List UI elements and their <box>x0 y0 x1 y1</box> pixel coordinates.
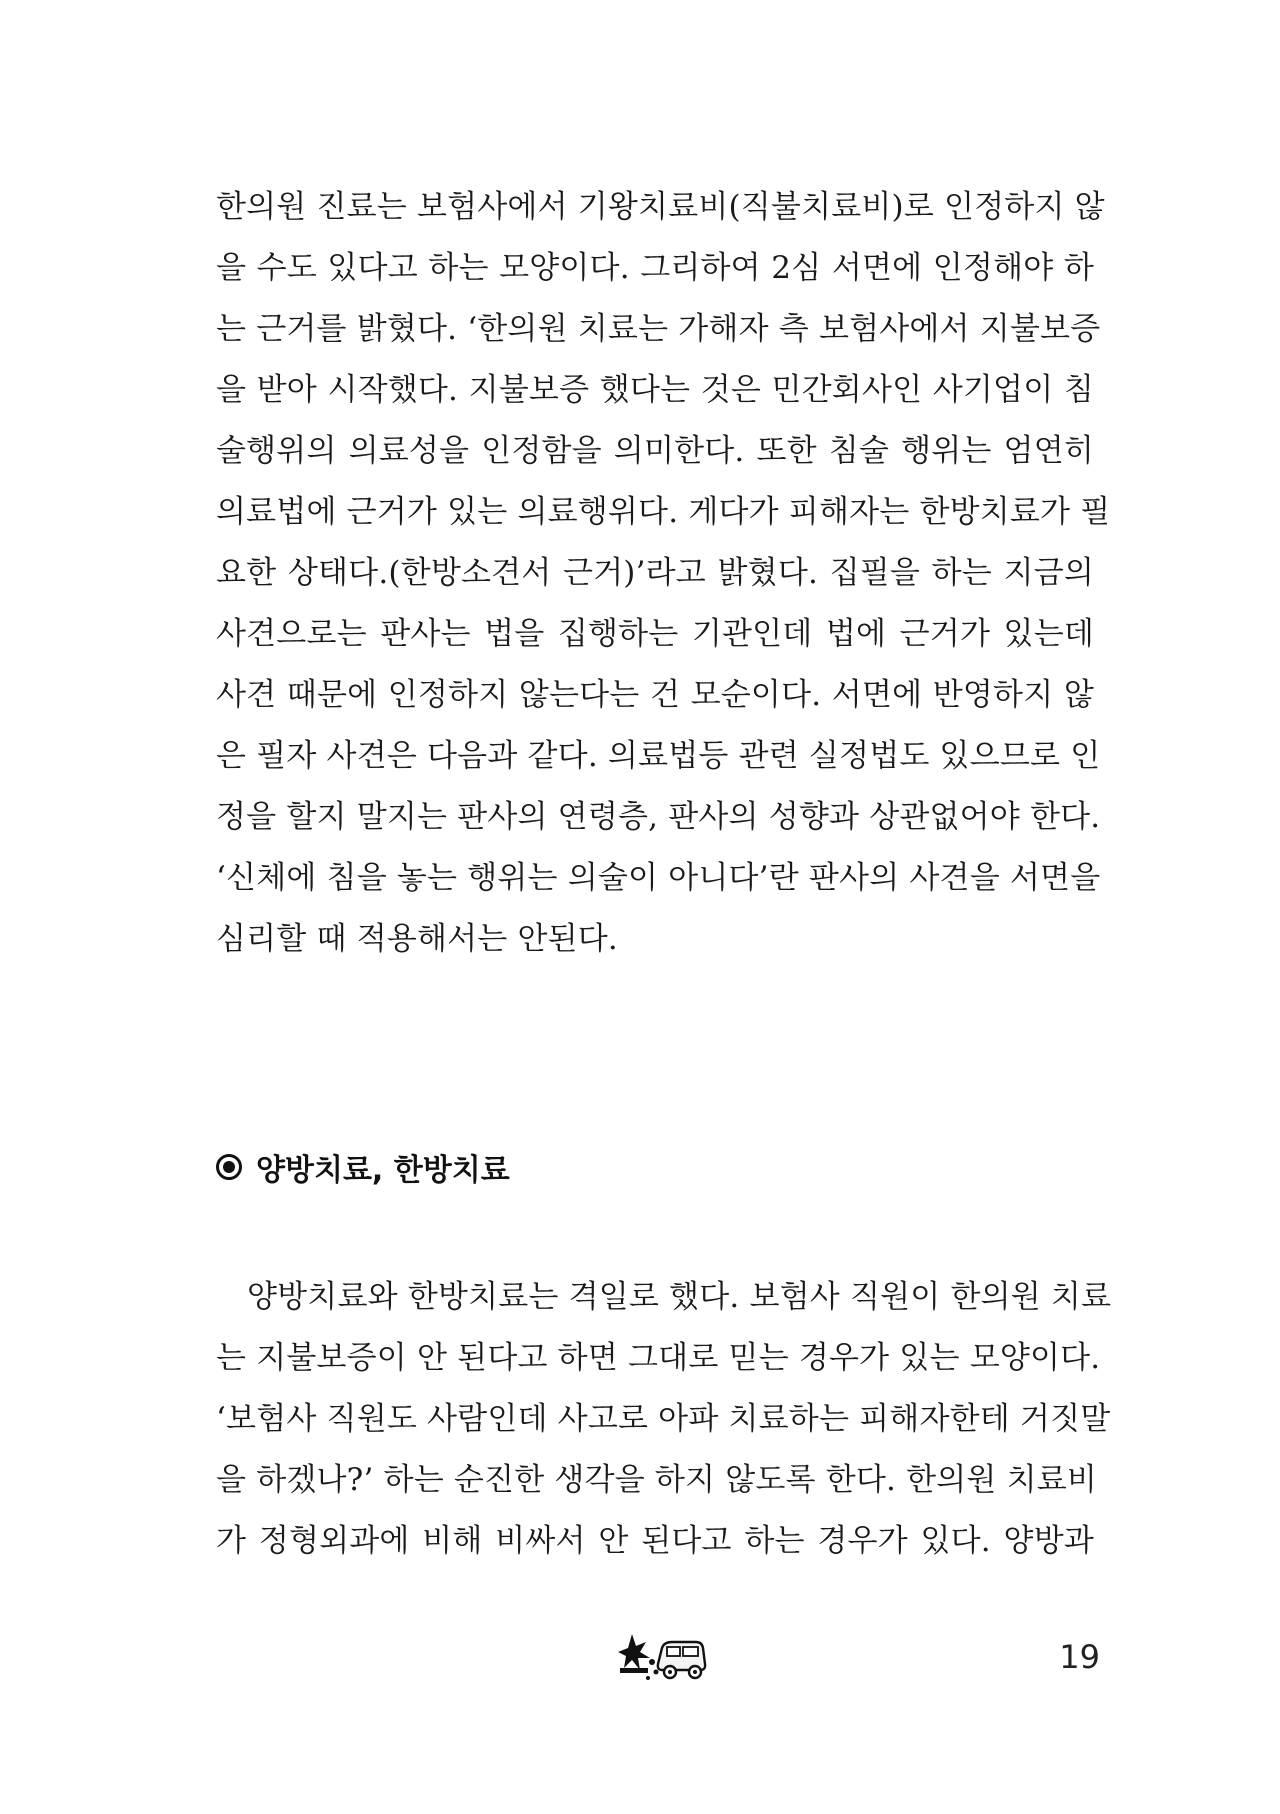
text-line: ‘보험사 직원도 사람인데 사고로 아파 치료하는 피해자한테 거짓말 <box>216 1401 1111 1437</box>
text-line: 한의원 진료는 보험사에서 기왕치료비(직불치료비)로 인정하지 않 <box>216 189 1105 225</box>
text-line: 사견 때문에 인정하지 않는다는 건 모순이다. 서면에 반영하지 않 <box>216 677 1094 713</box>
circled-dot-icon <box>216 1154 242 1180</box>
section-heading <box>216 1142 510 1192</box>
text-line: 의료법에 근거가 있는 의료행위다. 게다가 피해자는 한방치료가 필 <box>216 494 1111 530</box>
text-line: 을 하겠나?’ 하는 순진한 생각을 하지 않도록 한다. 한의원 치료비 <box>216 1462 1098 1498</box>
text-line: 사견으로는 판사는 법을 집행하는 기관인데 법에 근거가 있는데 <box>216 616 1094 652</box>
paragraph-1 <box>216 177 1111 970</box>
page-number: 19 <box>1059 1638 1100 1676</box>
text-line: 정을 할지 말지는 판사의 연령층, 판사의 성향과 상관없어야 한다. <box>216 799 1101 835</box>
text-line: 심리할 때 적용해서는 안된다. <box>216 921 618 957</box>
text-line: 을 수도 있다고 하는 모양이다. 그리하여 2심 서면에 인정해야 하 <box>216 250 1094 286</box>
text-line: ‘신체에 침을 놓는 행위는 의술이 아니다’란 판사의 사견을 서면을 <box>216 860 1101 896</box>
text-line: 요한 상태다.(한방소견서 근거)’라고 밝혔다. 집필을 하는 지금의 <box>216 555 1094 591</box>
text-line: 술행위의 의료성을 인정함을 의미한다. 또한 침술 행위는 엄연히 <box>216 433 1094 469</box>
text-line: 가 정형외과에 비해 비싸서 안 된다고 하는 경우가 있다. 양방과 <box>216 1523 1094 1559</box>
paragraph-2 <box>216 1267 1112 1572</box>
text-line: 는 지불보증이 안 된다고 하면 그대로 믿는 경우가 있는 모양이다. <box>216 1340 1101 1376</box>
text-line: 은 필자 사견은 다음과 같다. 의료법등 관련 실정법도 있으므로 인 <box>216 738 1101 774</box>
text-line: 을 받아 시작했다. 지불보증 했다는 것은 민간회사인 사기업이 침 <box>216 372 1094 408</box>
text-line: 양방치료와 한방치료는 격일로 했다. 보험사 직원이 한의원 치료 <box>247 1279 1112 1315</box>
section-heading-text: 양방치료, 한방치료 <box>256 1153 510 1188</box>
text-line: 는 근거를 밝혔다. ‘한의원 치료는 가해자 측 보험사에서 지불보증 <box>216 311 1101 347</box>
car-crash-icon <box>618 1628 708 1684</box>
